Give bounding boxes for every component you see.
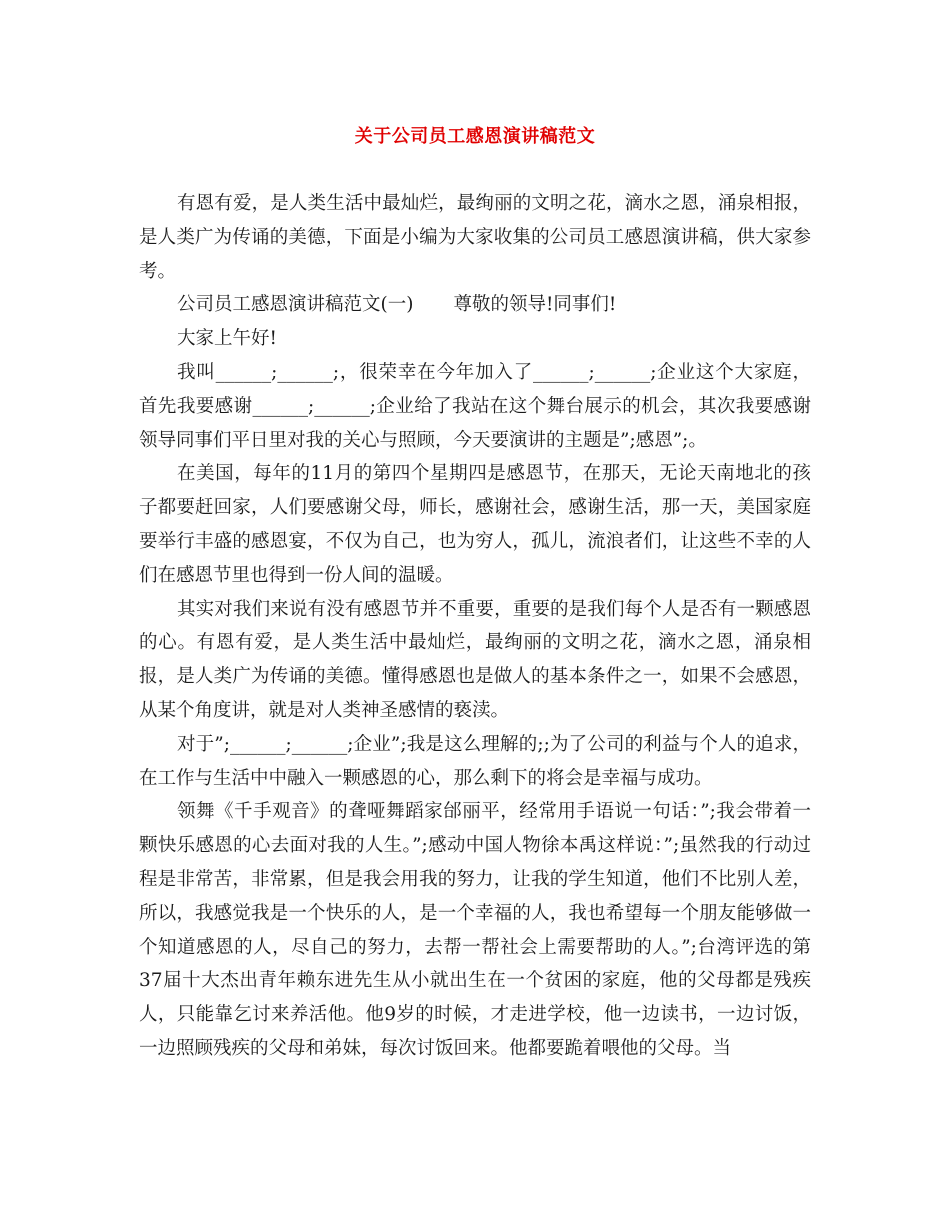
examples-paragraph: 领舞《千手观音》的聋哑舞蹈家邰丽平，经常用手语说一句话：”;我会带着一颗快乐感恩的心去面对我的人生。”;感动中国人物徐本禹这样说：”;虽然我的行动过程是非常苦，非常累，但是我会用我的努力，让我的学生知道，他们不比别人差，所以，我感觉我是一个快乐的人，是一个幸福的人，我也希望每一个朋友能够做一个知道感恩的人，尽自己的努力，去帮一帮社会上需要帮助的人。”;台湾评选的第37届十大杰出青年赖东进先生从小就出生在一个贫困的家庭，他的父母都是残疾人，只能靠乞讨来养活他。他9岁的时候，才走进学校，他一边读书，一边讨饭，一边照顾残疾的父母和弟妹，每次讨饭回来。他都要跪着喂他的父母。当 [139,801,811,1059]
greeting-paragraph: 大家上午好! [177,328,277,350]
grateful-heart-paragraph: 其实对我们来说有没有感恩节并不重要，重要的是我们每个人是否有一颗感恩的心。有恩有爱，是人类生活中最灿烂，最绚丽的文明之花，滴水之恩，涌泉相报，是人类广为传诵的美德。懂得感恩也是做人的基本条件之一，如果不会感恩，从某个角度讲，就是对人类神圣感情的亵渎。 [139,598,811,721]
section-heading: 公司员工感恩演讲稿范文(一) [177,294,414,316]
intro-paragraph: 有恩有爱，是人类生活中最灿烂，最绚丽的文明之花，滴水之恩，涌泉相报，是人类广为传诵的美德，下面是小编为大家收集的公司员工感恩演讲稿，供大家参考。 [139,193,811,282]
section-heading-line [139,288,811,322]
document-body [139,187,811,1066]
salutation: 尊敬的领导!同事们! [453,294,617,316]
company-understanding-paragraph: 对于”;______;______;企业”;我是这么理解的;;为了公司的利益与个人的追求，在工作与生活中中融入一颗感恩的心，那么剩下的将会是幸福与成功。 [139,733,811,789]
thanksgiving-paragraph: 在美国，每年的11月的第四个星期四是感恩节，在那天，无论天南地北的孩子都要赶回家，人们要感谢父母，师长，感谢社会，感谢生活，那一天，美国家庭要举行丰盛的感恩宴，不仅为自己，也为穷人，孤儿，流浪者们，让这些不幸的人们在感恩节里也得到一份人间的温暖。 [139,463,811,586]
document-title: 关于公司员工感恩演讲稿范文 [354,126,596,147]
self-introduction-paragraph: 我叫______;______;，很荣幸在今年加入了______;______;企业这个大家庭，首先我要感谢______;______;企业给了我站在这个舞台展示的机会，其次我要感谢领导同事们平日里对我的关心与照顾，今天要演讲的主题是”;感恩”;。 [139,361,811,451]
